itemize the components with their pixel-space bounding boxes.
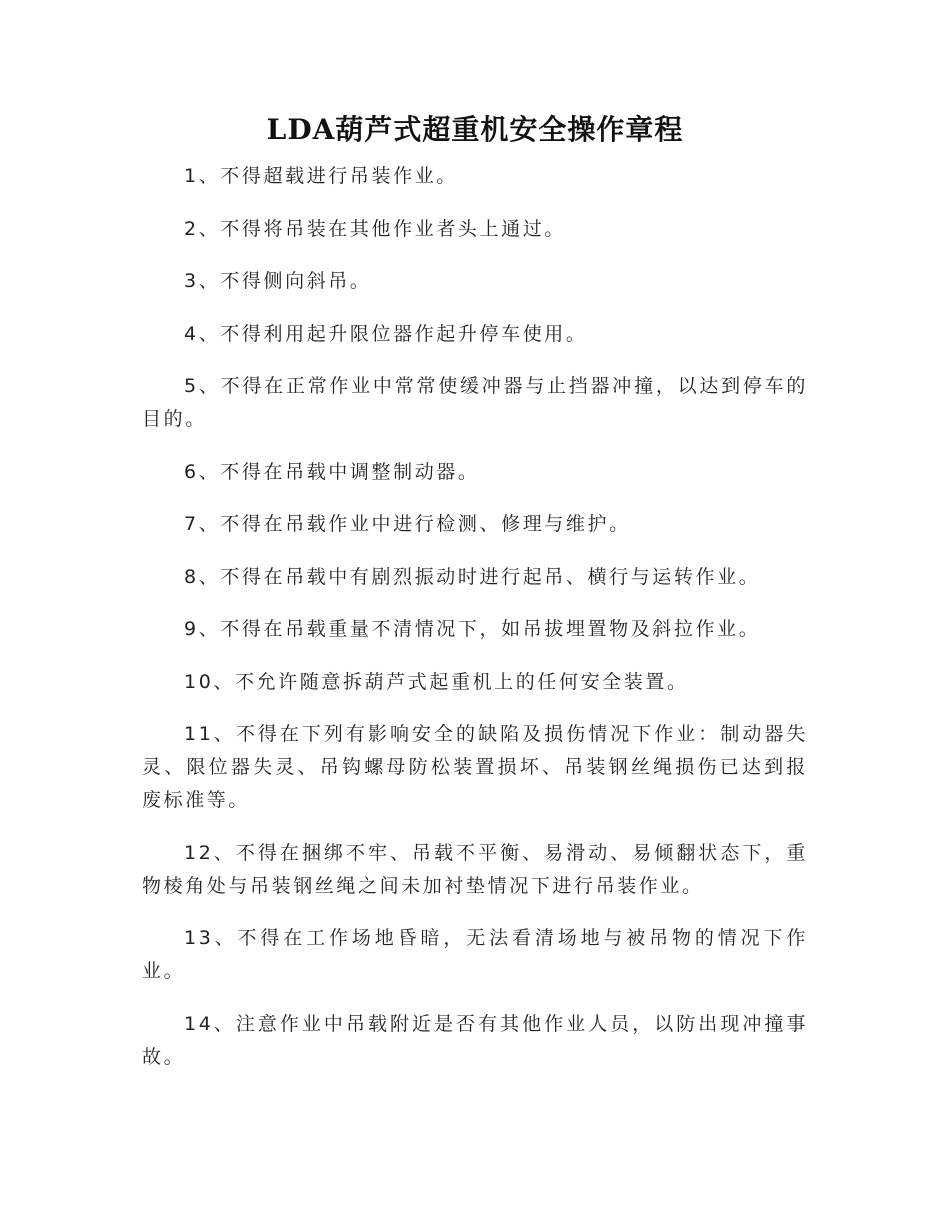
rule-item-14: 14、注意作业中吊载附近是否有其他作业人员，以防出现冲撞事故。 [142, 1012, 808, 1068]
rule-item-5: 5、不得在正常作业中常常使缓冲器与止挡器冲撞，以达到停车的目的。 [142, 375, 808, 430]
rule-item-8: 8、不得在吊载中有剧烈振动时进行起吊、横行与运转作业。 [184, 565, 761, 588]
rule-item-11: 11、不得在下列有影响安全的缺陷及损伤情况下作业：制动器失灵、限位器失灵、吊钩螺母防松装置损坏、吊装钢丝绳损伤已达到报废标准等。 [142, 723, 808, 811]
rule-item-6: 6、不得在吊载中调整制动器。 [184, 460, 480, 483]
rule-item-7: 7、不得在吊载作业中进行检测、修理与维护。 [184, 513, 631, 535]
rule-item-2: 2、不得将吊装在其他作业者头上通过。 [184, 217, 566, 240]
rule-item-9: 9、不得在吊载重量不清情况下，如吊拔埋置物及斜拉作业。 [184, 618, 761, 640]
document-body [142, 160, 808, 1093]
rule-item-1: 1、不得超载进行吊装作业。 [184, 165, 458, 187]
rule-item-3: 3、不得侧向斜吊。 [184, 270, 372, 292]
rule-item-10: 10、不允许随意拆葫芦式起重机上的任何安全装置。 [184, 670, 689, 693]
document-title: LDA葫芦式超重机安全操作章程 [266, 113, 684, 146]
rule-item-4: 4、不得利用起升限位器作起升停车使用。 [184, 322, 588, 345]
rule-item-12: 12、不得在捆绑不牢、吊载不平衡、易滑动、易倾翻状态下，重物棱角处与吊装钢丝绳之间未加衬垫情况下进行吊装作业。 [142, 841, 808, 897]
rule-item-13: 13、不得在工作场地昏暗，无法看清场地与被吊物的情况下作业。 [142, 927, 808, 982]
